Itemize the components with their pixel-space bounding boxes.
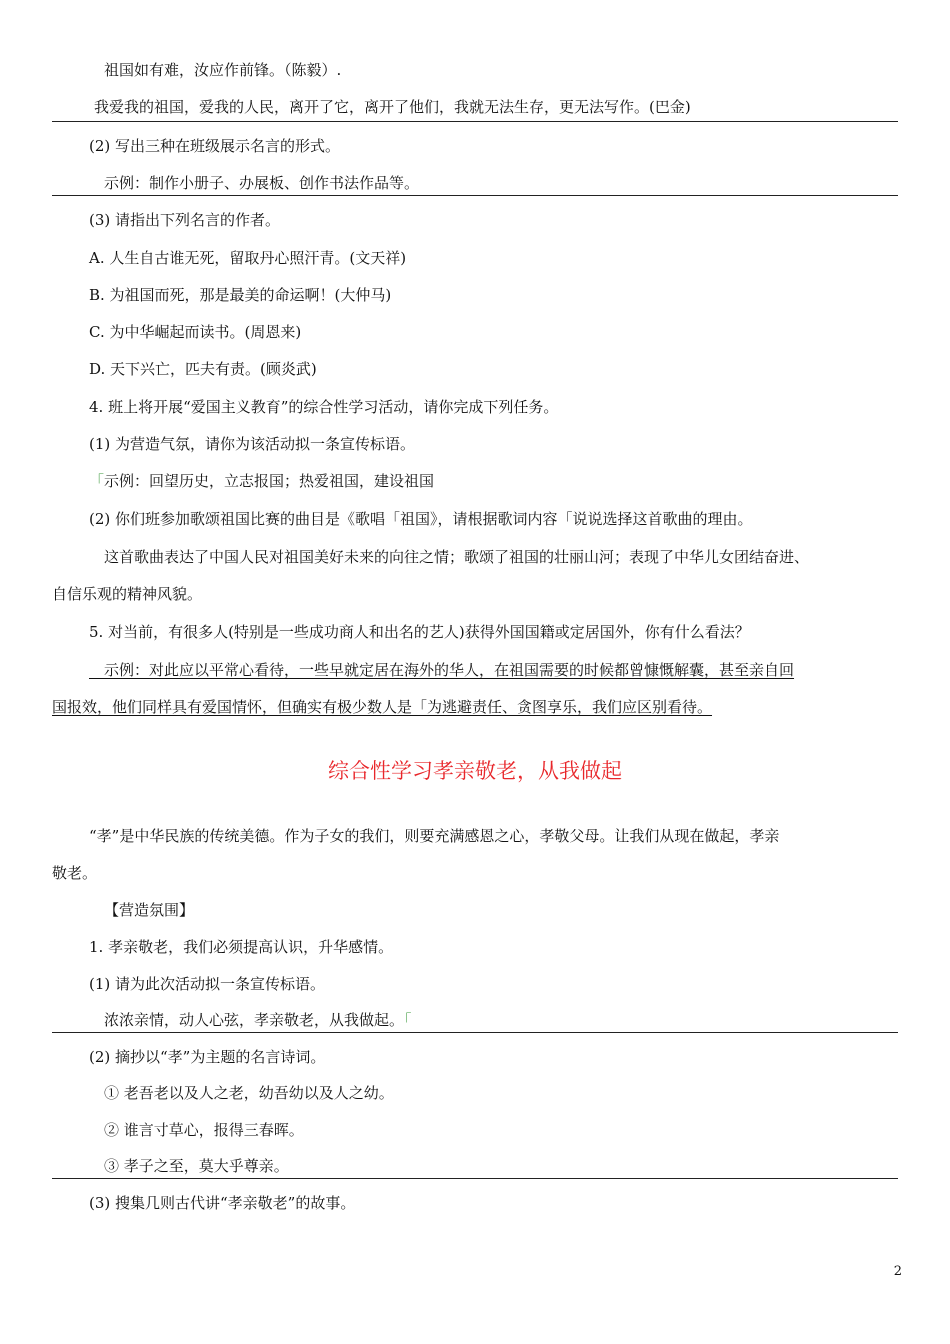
section-heading: 【营造氛围】 xyxy=(104,901,195,919)
task-5-answer-text-1: 对此应以平常心看待，一些早就定居在海外的华人，在祖国需要的时候都曾慷慨解囊，甚至亲自回 xyxy=(149,661,795,679)
quote-bajin: 我爱我的祖国，爱我的人民，离开了它，离开了他们，我就无法生存，更无法写作。(巴金) xyxy=(94,98,691,116)
option-c: C. 为中华崛起而读书。(周恩来) xyxy=(89,323,302,341)
question-3-prompt: (3) 请指出下列名言的作者。 xyxy=(89,211,281,229)
section-intro-1: “孝”是中华民族的传统美德。作为子女的我们，则要充满感恩之心，孝敬父母。让我们从现在做起，孝亲 xyxy=(89,827,780,845)
green-bracket-mark: 「 xyxy=(89,472,105,490)
task-5-answer-2: 国报效，他们同样具有爱国情怀，但确实有极少数人是「为逃避责任、贪图享乐，我们应区别看待。 xyxy=(52,698,713,716)
answer-rule xyxy=(52,1178,898,1179)
task-4-sub1-answer: 示例：回望历史，立志报国；热爱祖国，建设祖国 xyxy=(104,472,435,490)
quote-chenyi: 祖国如有难，汝应作前锋。（陈毅）. xyxy=(104,61,342,79)
option-a: A. 人生自古谁无死，留取丹心照汗青。(文天祥) xyxy=(89,249,407,267)
section-sub-1-answer: 浓浓亲情，动人心弦，孝亲敬老，从我做起。 xyxy=(104,1011,405,1029)
question-2-prompt: (2) 写出三种在班级展示名言的形式。 xyxy=(89,137,341,155)
task-4-sub2-answer-2: 自信乐观的精神风貌。 xyxy=(52,585,203,603)
task-5-prompt: 5. 对当前，有很多人(特别是一些成功商人和出名的艺人)获得外国国籍或定居国外，你有什么看法？ xyxy=(89,623,750,641)
quote-item-1: ① 老吾老以及人之老，幼吾幼以及人之幼。 xyxy=(104,1084,394,1102)
option-b: B. 为祖国而死，那是最美的命运啊！(大仲马) xyxy=(89,286,392,304)
answer-rule xyxy=(52,1032,898,1033)
green-bracket-mark: 「 xyxy=(404,1011,412,1029)
section-title: 综合性学习孝亲敬老，从我做起 xyxy=(328,759,622,783)
answer-rule xyxy=(52,121,898,122)
task-4-sub1: (1) 为营造气氛，请你为该活动拟一条宣传标语。 xyxy=(89,435,416,453)
quote-item-2: ② 谁言寸草心，报得三春晖。 xyxy=(104,1121,304,1139)
task-4-sub2: (2) 你们班参加歌颂祖国比赛的曲目是《歌唱「祖国》，请根据歌词内容「说说选择这首歌曲的理由。 xyxy=(89,510,753,528)
task-5-answer-lead: __示例： xyxy=(89,661,150,679)
section-sub-3: (3) 搜集几则古代讲“孝亲敬老”的故事。 xyxy=(89,1194,356,1212)
task-4-intro: 4. 班上将开展“爱国主义教育”的综合性学习活动，请你完成下列任务。 xyxy=(89,398,559,416)
quote-item-3: ③ 孝子之至，莫大乎尊亲。 xyxy=(104,1157,289,1175)
page-number: 2 xyxy=(893,1264,902,1279)
section-sub-1-answer-line xyxy=(104,1010,412,1030)
section-sub-1: (1) 请为此次活动拟一条宣传标语。 xyxy=(89,975,326,993)
section-item-1: 1. 孝亲敬老，我们必须提高认识，升华感情。 xyxy=(89,938,394,956)
task-5-answer-1 xyxy=(89,660,794,680)
answer-rule xyxy=(52,195,898,196)
section-sub-2: (2) 摘抄以“孝”为主题的名言诗词。 xyxy=(89,1048,326,1066)
section-intro-2: 敬老。 xyxy=(52,864,98,882)
task-4-sub2-answer-1: 这首歌曲表达了中国人民对祖国美好未来的向往之情；歌颂了祖国的壮丽山河；表现了中华儿女团结奋进、 xyxy=(104,548,810,566)
option-d: D. 天下兴亡，匹夫有责。(顾炎武) xyxy=(89,360,317,378)
task-4-sub1-answer-line xyxy=(89,471,434,491)
question-2-answer: 示例：制作小册子、办展板、创作书法作品等。 xyxy=(104,174,420,192)
